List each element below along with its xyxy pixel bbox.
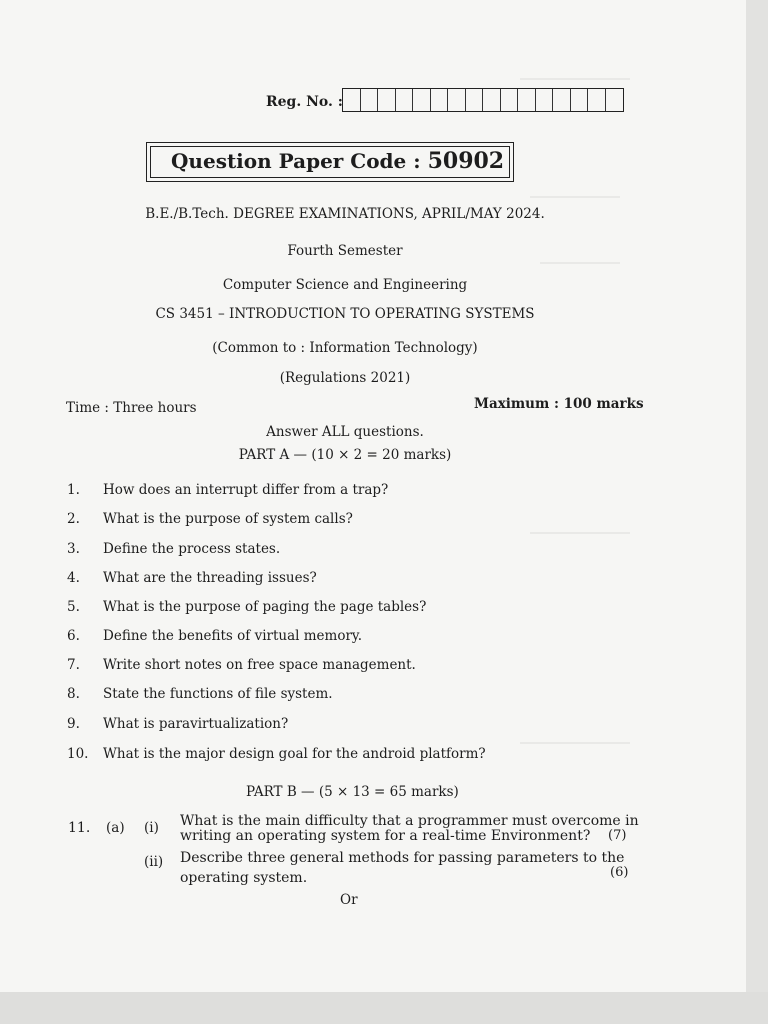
- bleed-through: [540, 262, 620, 264]
- question-number: 9.: [67, 716, 80, 732]
- question-number: 5.: [67, 599, 80, 615]
- reg-no-box: [448, 89, 466, 111]
- or-separator: Or: [340, 892, 358, 908]
- reg-no-box: [396, 89, 414, 111]
- reg-no-box: [483, 89, 501, 111]
- question-number: 10.: [67, 746, 89, 762]
- question-text: Write short notes on free space management.: [103, 657, 416, 673]
- question-text: Describe three general methods for passing parameters to the: [180, 850, 625, 866]
- reg-no-box: [518, 89, 536, 111]
- marks-label: (7): [608, 828, 627, 843]
- regulations: (Regulations 2021): [279, 370, 411, 386]
- common-to: (Common to : Information Technology): [212, 340, 478, 356]
- reg-no-box: [466, 89, 484, 111]
- part-label: (i): [144, 820, 159, 836]
- marks-label: (6): [610, 865, 629, 880]
- question-number: 3.: [67, 541, 80, 557]
- reg-no-boxes: [342, 88, 624, 112]
- reg-no-box: [361, 89, 379, 111]
- scan-edge-bottom: [0, 992, 768, 1024]
- question-number: 8.: [67, 686, 80, 702]
- part-label: (ii): [144, 854, 164, 870]
- reg-no-box: [606, 89, 624, 111]
- question-number: 1.: [67, 482, 80, 498]
- question-text: What are the threading issues?: [103, 570, 317, 586]
- question-text: operating system.: [180, 870, 308, 886]
- bleed-through: [520, 78, 630, 80]
- maximum-marks: Maximum : 100 marks: [474, 396, 644, 412]
- code-number: 50902: [427, 148, 505, 174]
- sub-question-label: (a): [106, 820, 125, 836]
- question-number: 6.: [67, 628, 80, 644]
- question-text: writing an operating system for a real-time Environment?: [180, 828, 591, 844]
- scan-edge-right: [746, 0, 768, 1024]
- bleed-through: [530, 532, 630, 534]
- bleed-through: [530, 196, 620, 198]
- reg-no-box: [378, 89, 396, 111]
- part-a-heading: PART A — (10 × 2 = 20 marks): [238, 447, 452, 463]
- question-number: 7.: [67, 657, 80, 673]
- reg-no-box: [413, 89, 431, 111]
- reg-no-box: [553, 89, 571, 111]
- question-text: What is the purpose of paging the page tables?: [103, 599, 427, 615]
- question-number: 4.: [67, 570, 80, 586]
- question-text: What is the main difficulty that a programmer must overcome in: [180, 813, 639, 829]
- bleed-through: [520, 742, 630, 744]
- reg-no-box: [343, 89, 361, 111]
- question-text: State the functions of file system.: [103, 686, 333, 702]
- question-number: 11.: [68, 820, 91, 836]
- reg-no-box: [431, 89, 449, 111]
- question-text: What is the major design goal for the android platform?: [103, 746, 486, 762]
- reg-no-box: [571, 89, 589, 111]
- reg-no-box: [588, 89, 606, 111]
- time-allowed: Time : Three hours: [66, 400, 197, 416]
- question-text: Define the process states.: [103, 541, 281, 557]
- reg-no-box: [536, 89, 554, 111]
- exam-title: B.E./B.Tech. DEGREE EXAMINATIONS, APRIL/MAY 2024.: [145, 206, 545, 222]
- question-number: 2.: [67, 511, 80, 527]
- question-text: What is the purpose of system calls?: [103, 511, 353, 527]
- question-text: What is paravirtualization?: [103, 716, 289, 732]
- instruction: Answer ALL questions.: [266, 424, 424, 440]
- part-b-heading: PART B — (5 × 13 = 65 marks): [246, 784, 459, 800]
- question-text: How does an interrupt differ from a trap?: [103, 482, 389, 498]
- course-title: CS 3451 – INTRODUCTION TO OPERATING SYSTEMS: [155, 306, 535, 322]
- department: Computer Science and Engineering: [222, 277, 468, 293]
- reg-no-label: Reg. No. :: [266, 94, 343, 110]
- question-paper-code: Question Paper Code : 50902: [171, 148, 505, 174]
- semester: Fourth Semester: [287, 243, 403, 259]
- question-text: Define the benefits of virtual memory.: [103, 628, 363, 644]
- reg-no-box: [501, 89, 519, 111]
